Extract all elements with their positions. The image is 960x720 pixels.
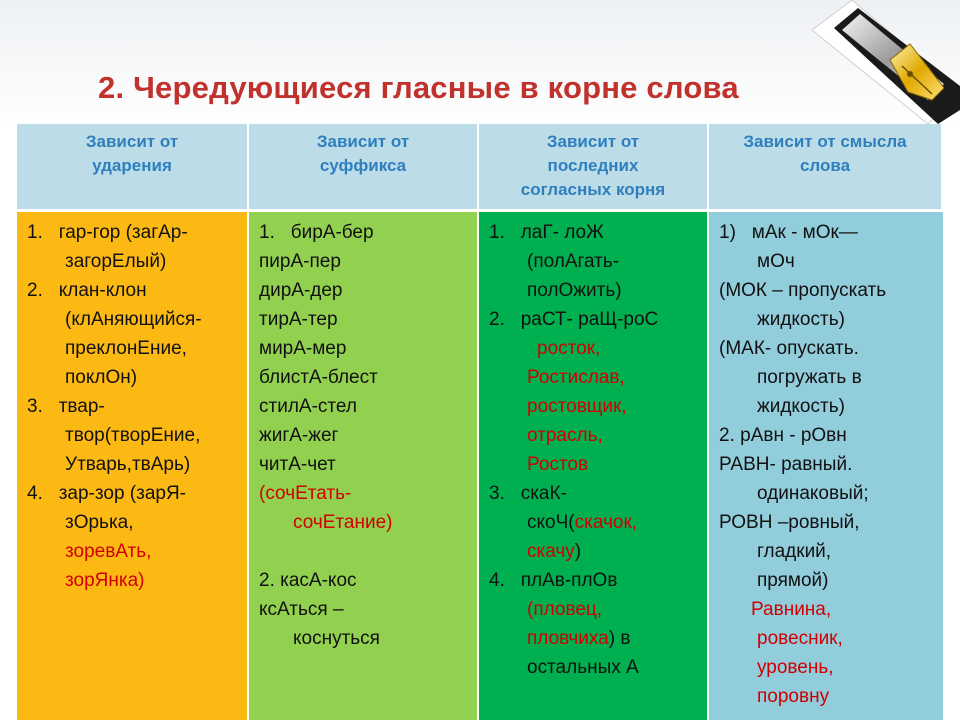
page-title: 2. Чередующиеся гласные в корне слова	[98, 70, 739, 105]
alternation-table	[17, 124, 943, 720]
column-consonants: 1. лаГ- лоЖ (полАгать- полОжить) 2. раСТ- раЩ-роС росток, Ростислав, ростовщик, отрасль, Ростов 3. скаК- скоЧ(скачок, скачу) 4. плАв-плОв (пловец, пловчиха) в остальных А	[479, 212, 709, 720]
list-item: 3. скаК-	[489, 483, 567, 504]
header-suffix: Зависит от суффикса	[249, 124, 479, 212]
header-consonants: Зависит от последних согласных корня	[479, 124, 709, 212]
list-item: 1. лаГ- лоЖ	[489, 222, 604, 243]
column-stress: 1. гар-гор (загАр- загорЕлый) 2. клан-клон (клАняющийся- преклонЕние, поклОн) 3. твар- твор(творЕние, Утварь,твАрь) 4. зар-зор (зарЯ- зОрька, зоревАть, зорЯнка)	[17, 212, 249, 720]
column-suffix: 1. бирА-бер пирА-пер дирА-дер тирА-тер мирА-мер блистА-блест стилА-стел жигА-жег читА-чет (сочЕтать- сочЕтание) 2. касА-кос ксАться – коснуться	[249, 212, 479, 720]
fountain-pen-icon	[812, 0, 960, 124]
header-stress: Зависит от ударения	[17, 124, 249, 212]
list-item: 2. раСТ- раЩ-роС	[489, 309, 659, 330]
header-meaning: Зависит от смысла слова	[709, 124, 943, 212]
list-item: 2. рАвн - рОвн	[719, 425, 847, 446]
list-item: 4. зар-зор (зарЯ-	[27, 483, 187, 504]
list-item: 4. плАв-плОв	[489, 570, 618, 591]
list-item: 1. бирА-бер	[259, 222, 374, 243]
list-item: 3. твар-	[27, 396, 105, 417]
list-item: 2. касА-кос	[259, 570, 357, 591]
column-meaning: 1) мАк - мОк— мОч (МОК – пропускать жидкость) (МАК- опускать. погружать в жидкость) 2. рАвн - рОвн РАВН- равный. одинаковый; РОВН –ровный, гладкий, прямой) Равнина, ровесник, уровень, поровну	[709, 212, 943, 720]
list-item: 1) мАк - мОк—	[719, 222, 858, 243]
list-item: 1. гар-гор (загАр-	[27, 222, 188, 243]
list-item: 2. клан-клон	[27, 280, 147, 301]
